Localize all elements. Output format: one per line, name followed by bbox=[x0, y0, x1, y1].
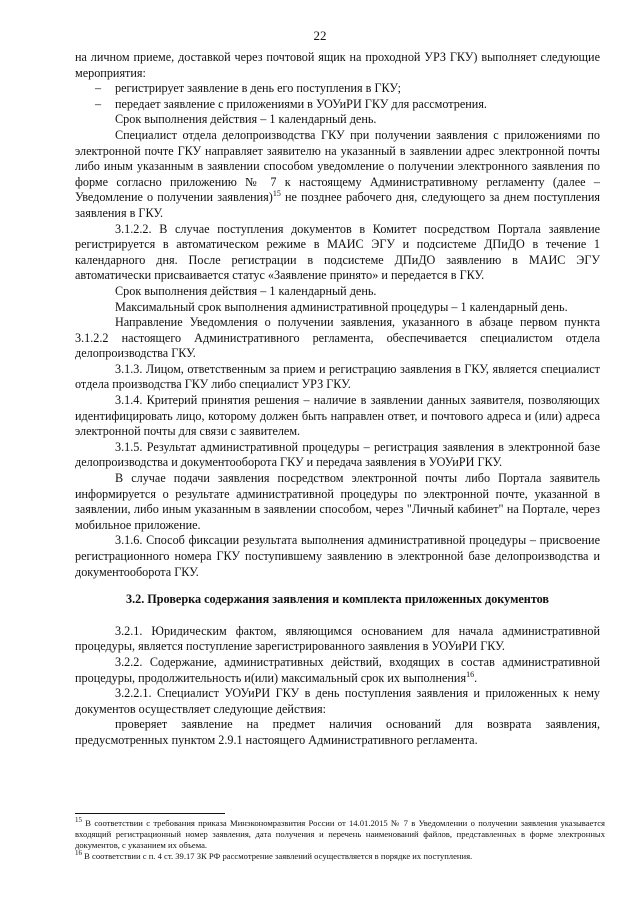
paragraph: проверяет заявление на предмет наличия оснований для возврата заявления, предусмотренных пунктом 2.9.1 настоящего Административного регламента. bbox=[75, 717, 600, 747]
paragraph: Специалист отдела делопроизводства ГКУ при получении заявления с приложениями по электронной почте ГКУ направляет заявителю на указанный в заявлении адрес электронной почты либо иным указанным в заявлении способом уведомление о получении электронного заявления по форме согласно приложению № 7 к настоящему Административному регламенту (далее – Уведомление о получении заявления)$^{15}$ не позднее рабочего дня, следующего за днем поступления заявления в ГКУ. bbox=[75, 127, 600, 220]
paragraph: 3.1.2.2. В случае поступления документов в Комитет посредством Портала заявление регистрируется в автоматическом режиме в МАИС ЭГУ и подсистеме ДПиДО в течение 1 календарного дня. После регистрации в подсистеме ДПиДО заявлению в МАИС ЭГУ автоматически присваивается статус «Заявление принято» и передается в ГКУ. bbox=[75, 221, 600, 283]
footnotes bbox=[75, 818, 605, 862]
paragraph: 3.1.6. Способ фиксации результата выполнения административной процедуры – присвоение регистрационного номера ГКУ поступившему заявлению в электронной базе делопроизводства и документооборота ГКУ. bbox=[75, 533, 600, 579]
paragraph: 3.2.1. Юридическим фактом, являющимся основанием для начала административной процедуры, является поступление зарегистрированного заявления в УОУиРИ ГКУ. bbox=[75, 623, 600, 654]
paragraph: Направление Уведомления о получении заявления, указанного в абзаце первом пункта 3.1.2.2 настоящего Административного регламента, обеспечивается специалистом отдела делопроизводства ГКУ. bbox=[75, 315, 600, 361]
list-item: – регистрирует заявление в день его поступления в ГКУ; bbox=[75, 81, 600, 97]
footnote-ref: 15 bbox=[272, 189, 281, 199]
list-item: – передает заявление с приложениями в УОУиРИ ГКУ для рассмотрения. bbox=[75, 97, 600, 113]
paragraph: на личном приеме, доставкой через почтовой ящик на проходной УРЗ ГКУ) выполняет следующие мероприятия: bbox=[75, 50, 600, 80]
paragraph: Срок выполнения действия – 1 календарный день. bbox=[115, 283, 377, 298]
document-body bbox=[75, 50, 600, 749]
paragraph: Максимальный срок выполнения административной процедуры – 1 календарный день. bbox=[115, 299, 568, 314]
footnote: $^{16}$ В соответствии с п. 4 ст. 39.17 ЗК РФ рассмотрение заявлений осуществляется в порядке их поступления. bbox=[75, 849, 473, 861]
page-number: 22 bbox=[313, 28, 327, 43]
paragraph: В случае подачи заявления посредством электронной почты либо Портала заявитель информируется о результате административной процедуры по электронной почте, указанной в заявлении, либо иным указанным в заявлении способом, через "Личный кабинет" на Портале, через мобильное приложение. bbox=[75, 471, 600, 532]
section-heading: 3.2. Проверка содержания заявления и комплекта приложенных документов bbox=[125, 592, 550, 607]
paragraph: 3.2.2. Содержание, административных действий, входящих в состав административной процедуры, продолжительность и(или) максимальный срок их выполнения$^{16}$. bbox=[75, 654, 600, 685]
paragraph: 3.1.3. Лицом, ответственным за прием и регистрацию заявления в ГКУ, является специалист отдела производства ГКУ либо специалист УРЗ ГКУ. bbox=[75, 361, 600, 392]
paragraph: 3.1.4. Критерий принятия решения – наличие в заявлении данных заявителя, позволяющих идентифицировать лицо, которому должен быть направлен ответ, и почтового адреса и (или) адреса электронной почты для связи с заявителем. bbox=[75, 393, 600, 439]
footnote: $^{15}$ В соответствии с требования приказа Минэкономразвития России от 14.01.2015 № 7 в Уведомлении о получении заявления указывается входящий регистрационный номер заявления, дата получения и перечень наименований файлов, представленных в форме электронных документов, с указанием их объема. bbox=[75, 816, 605, 850]
paragraph: Срок выполнения действия – 1 календарный день. bbox=[115, 112, 377, 127]
footnote-ref: 16 bbox=[466, 669, 475, 679]
paragraph: 3.2.2.1. Специалист УОУиРИ ГКУ в день поступления заявления и приложенных к нему документов осуществляет следующие действия: bbox=[75, 686, 600, 716]
footnote-divider bbox=[75, 813, 225, 814]
paragraph: 3.1.5. Результат административной процедуры – регистрация заявления в электронной базе делопроизводства и документооборота ГКУ и передача заявления в УОУиРИ ГКУ. bbox=[75, 439, 600, 470]
